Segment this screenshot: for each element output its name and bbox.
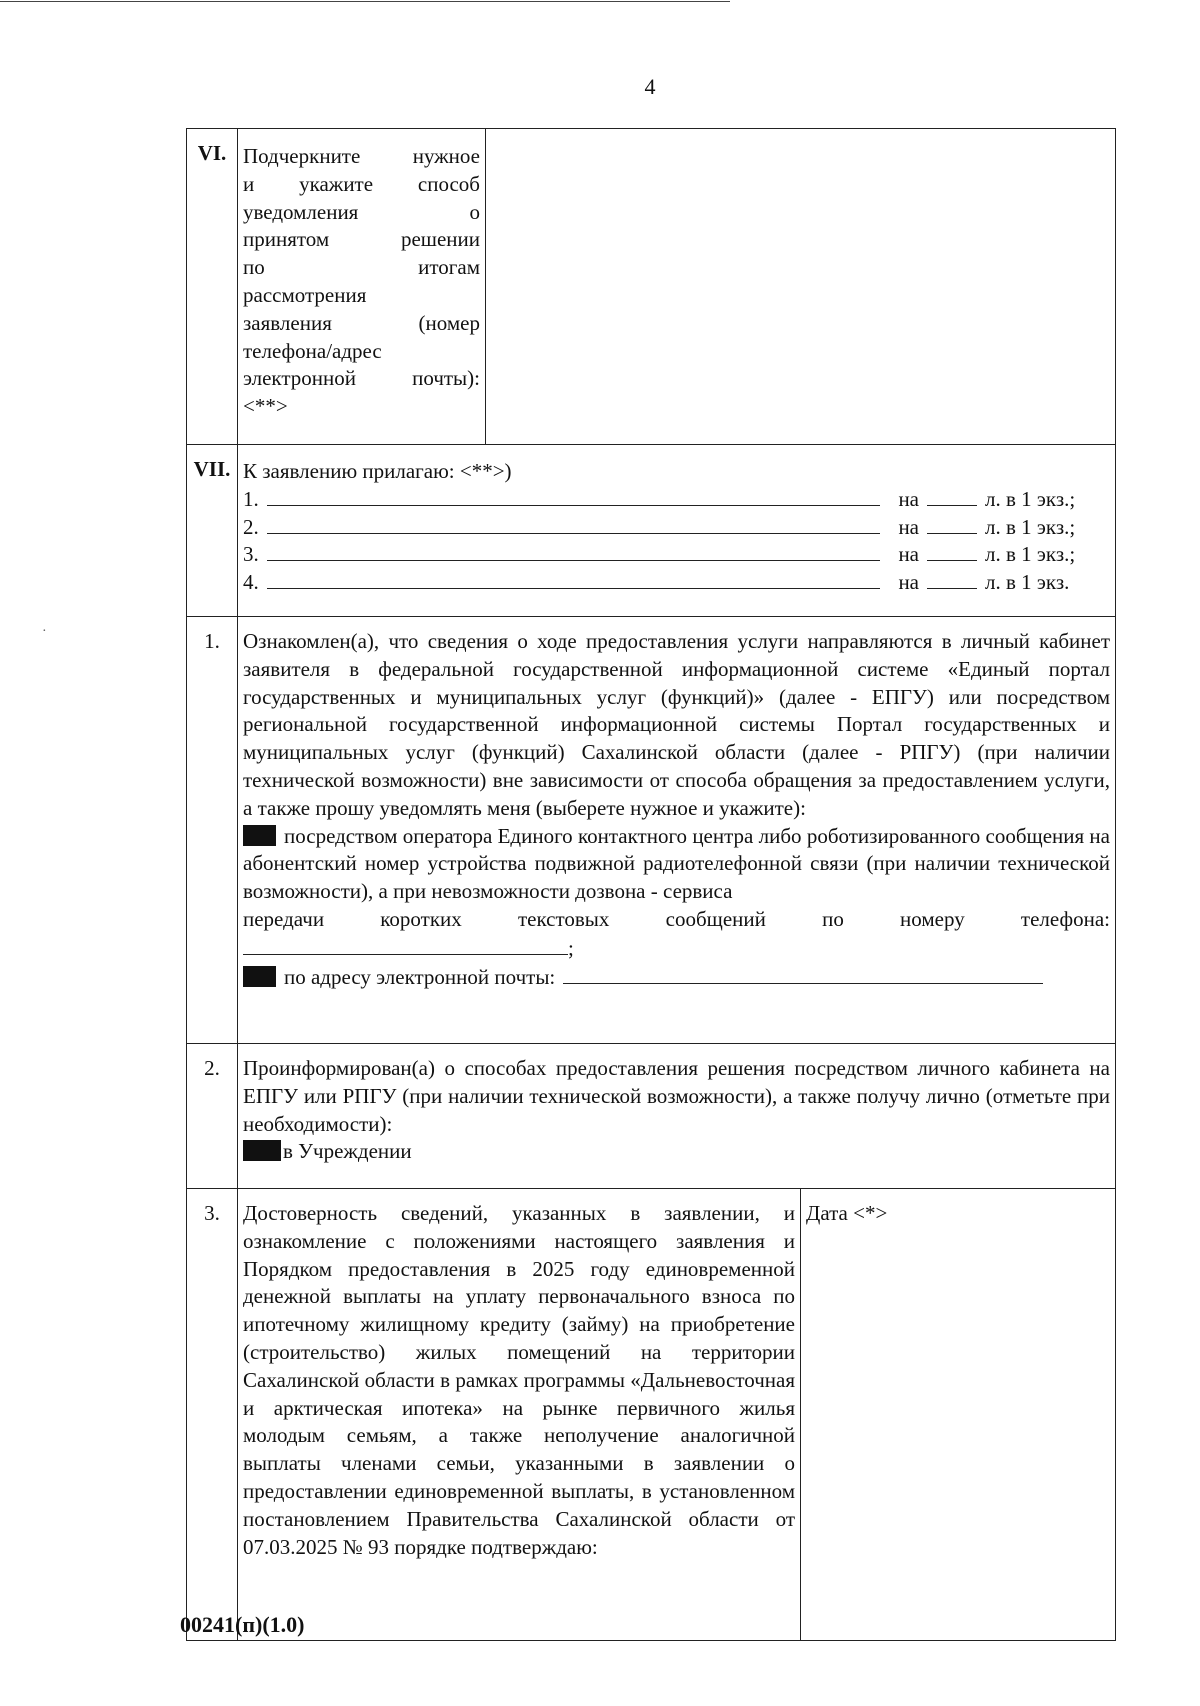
attachment-number: 2. [243, 514, 259, 539]
attachment-copies-text: л. в 1 экз. [985, 570, 1070, 595]
section-vi-prompt [238, 129, 486, 445]
attachment-pages-prefix: на [898, 486, 919, 511]
item-1-cell [238, 617, 1116, 1044]
prompt-line: <**> [243, 394, 288, 419]
in-person-option [243, 1138, 1110, 1166]
document-code: 00241(п)(1.0) [180, 1612, 305, 1637]
in-person-checkbox[interactable] [243, 1140, 281, 1161]
email-option [243, 963, 1110, 992]
application-form-table [186, 128, 1116, 1641]
item-1-number [187, 617, 238, 1044]
attachment-pages-field[interactable] [927, 514, 977, 534]
prompt-line: телефона/адрес [243, 338, 382, 363]
attachment-pages-field[interactable] [927, 541, 977, 561]
attachment-name-field[interactable] [267, 486, 880, 506]
phone-checkbox[interactable] [243, 825, 276, 846]
prompt-line: принятом решении [243, 227, 480, 252]
section-vii-label: VII. [187, 445, 238, 617]
prompt-line: и укажите способ [243, 171, 480, 196]
item-number-text: 1. [204, 629, 220, 653]
item-2-number [187, 1044, 238, 1189]
prompt-line: по итогам [243, 255, 480, 280]
email-option-text: по адресу электронной почты: [284, 964, 556, 989]
item-2-row [187, 1044, 1116, 1189]
phone-option-text: посредством оператора Единого контактного центра либо роботизированного сообщения на абонентский номер устройства подвижной радиотелефонной связи (при наличии технической возможности), а при невозможности дозвона - сервиса [243, 823, 1110, 904]
date-label: Дата <*> [806, 1201, 888, 1225]
section-vii-row [187, 445, 1116, 617]
page-number: 4 [644, 74, 656, 99]
prompt-line: электронной почты): [243, 366, 480, 391]
attachment-name-field[interactable] [267, 541, 880, 561]
item-2-text: Проинформирован(а) о способах предоставления решения посредством личного кабинета на ЕПГУ или РПГУ (при наличии технической возможности), а также получу лично (отметьте при необходимости): [243, 1056, 1110, 1136]
attachment-name-field[interactable] [267, 514, 880, 534]
attachment-line [243, 541, 1110, 569]
attachment-pages-prefix: на [898, 570, 919, 595]
item-2-cell [238, 1044, 1116, 1189]
attachment-pages-field[interactable] [927, 486, 977, 506]
attachment-number: 1. [243, 486, 259, 511]
attachment-copies-text: л. в 1 экз.; [985, 514, 1076, 539]
attachment-pages-prefix: на [898, 542, 919, 567]
attachment-pages-field[interactable] [927, 569, 977, 589]
item-1-text: Ознакомлен(а), что сведения о ходе предоставления услуги направляются в личный кабинет заявителя в федеральной государственной информационной системе «Единый портал государственных и муниципальных услуг (функций)» (далее - ЕПГУ) или посредством региональной государственной информационной системы Портал государственных и муниципальных услуг (функций) Сахалинской области (далее - РПГУ) (при наличии технической возможности) вне зависимости от способа обращения за предоставлением услуги, а также прошу уведомлять меня (выберете нужное и укажите): [243, 629, 1110, 820]
notification-method-field[interactable] [486, 129, 1116, 445]
email-address-field[interactable] [563, 963, 1043, 984]
attachment-number: 4. [243, 570, 259, 595]
phone-number-field[interactable] [243, 934, 568, 955]
attachment-name-field[interactable] [267, 569, 880, 589]
semicolon: ; [568, 935, 574, 960]
item-number-text: 2. [204, 1056, 220, 1080]
attachment-line [243, 569, 1110, 597]
prompt-line: рассмотрения [243, 282, 367, 307]
section-vi-row [187, 129, 1116, 445]
section-vi-label: VI. [187, 129, 238, 445]
attachments-heading: К заявлению прилагаю: <**>) [243, 459, 512, 483]
in-person-option-text: в Учреждении [283, 1139, 412, 1164]
scan-top-edge [0, 1, 730, 2]
attachment-copies-text: л. в 1 экз.; [985, 542, 1076, 567]
prompt-line: Подчеркните нужное [243, 144, 480, 168]
attachment-copies-text: л. в 1 экз.; [985, 486, 1076, 511]
item-3-row [187, 1189, 1116, 1641]
item-1-row [187, 617, 1116, 1044]
email-checkbox[interactable] [243, 966, 276, 987]
phone-option [243, 823, 1110, 963]
attachments-cell [238, 445, 1116, 617]
item-number-text: 3. [204, 1201, 220, 1225]
attachment-number: 3. [243, 542, 259, 567]
scan-artifact: · [42, 624, 47, 639]
item-3-number [187, 1189, 238, 1641]
item-3-text: Достоверность сведений, указанных в заявлении, и ознакомление с положениями настоящего заявления и Порядком предоставления в 2025 году единовременной денежной выплаты на уплату первоначального взноса по ипотечному жилищному кредиту (займу) на приобретение (строительство) жилых помещений на территории Сахалинской области в рамках программы «Дальневосточная и арктическая ипотека» на рынке первичного жилья молодым семьям, а также неполучение аналогичной выплаты членами семьи, указанными в заявлении о предоставлении единовременной выплаты, в установленном постановлением Правительства Сахалинской области от 07.03.2025 № 93 порядке подтверждаю: [238, 1189, 801, 1641]
attachment-line [243, 514, 1110, 542]
attachment-line [243, 486, 1110, 514]
phone-option-last-line: передачи коротких текстовых сообщений по номеру телефона: [243, 906, 1110, 931]
date-field[interactable] [801, 1189, 1116, 1641]
attachment-pages-prefix: на [898, 514, 919, 539]
prompt-line: уведомления о [243, 199, 480, 224]
prompt-line: заявления (номер [243, 310, 480, 335]
